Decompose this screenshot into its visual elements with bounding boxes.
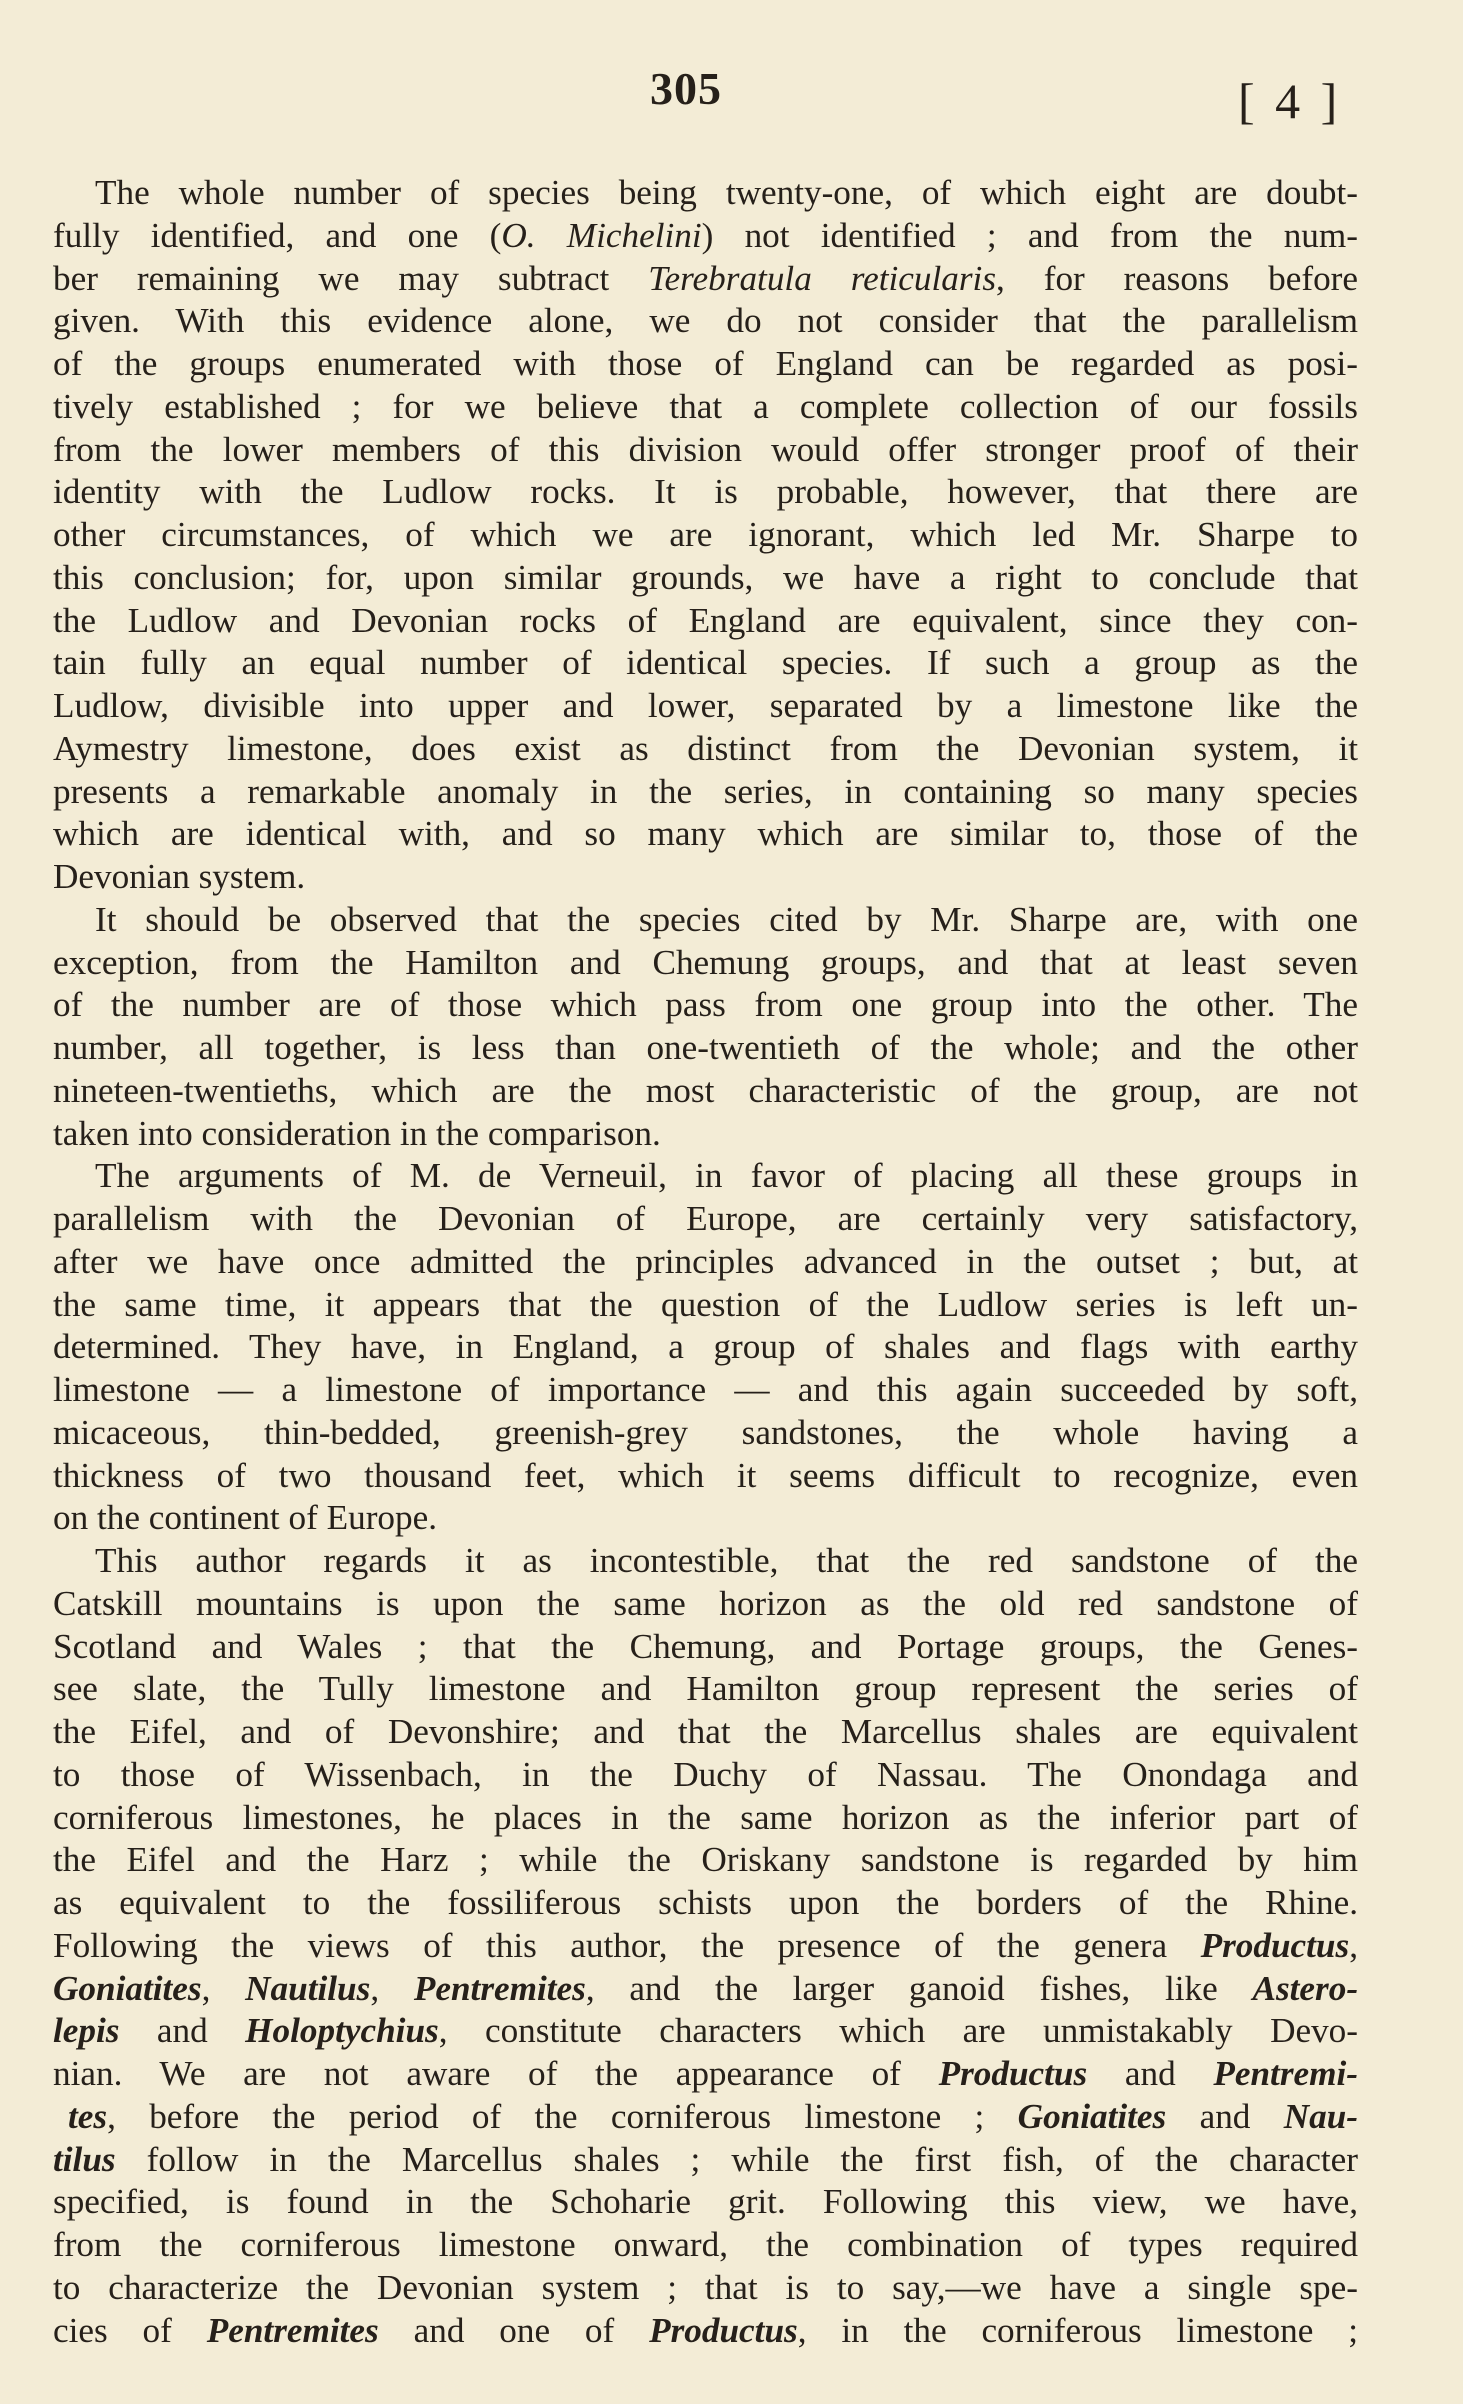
text-line: determined. They have, in England, a group of shales and flags with earthy: [53, 1327, 1358, 1367]
text-line: tain fully an equal number of identical species. If such a group as the: [53, 643, 1358, 683]
page-body: [53, 172, 1358, 2352]
text-line: tilus follow in the Marcellus shales ; while the first fish, of the character: [53, 2139, 1358, 2179]
text-line: Following the views of this author, the presence of the genera Productus,: [53, 1925, 1358, 1965]
paragraph: [53, 172, 1358, 899]
text-line: It should be observed that the species cited by Mr. Sharpe are, with one: [95, 899, 1358, 939]
text-line: thickness of two thousand feet, which it seems difficult to recognize, even: [53, 1455, 1358, 1495]
text-line: see slate, the Tully limestone and Hamilton group represent the series of: [53, 1669, 1358, 1709]
text-line: nian. We are not aware of the appearance of Productus and Pentremi-: [53, 2054, 1358, 2093]
text-line: to those of Wissenbach, in the Duchy of Nassau. The Onondaga and: [53, 1754, 1358, 1794]
paragraph: [53, 899, 1358, 1156]
text-line: taken into consideration in the comparison.: [53, 1113, 661, 1153]
text-line: tively established ; for we believe that a complete collection of our fossils: [53, 386, 1358, 426]
text-line: Goniatites, Nautilus, Pentremites, and the larger ganoid fishes, like Astero-: [53, 1968, 1359, 2008]
text-line: Scotland and Wales ; that the Chemung, and Portage groups, the Genes-: [53, 1626, 1358, 1666]
text-line: after we have once admitted the principles advanced in the outset ; but, at: [53, 1241, 1358, 1281]
text-line: specified, is found in the Schoharie grit. Following this view, we have,: [53, 2182, 1358, 2222]
text-line: micaceous, thin-bedded, greenish-grey sandstones, the whole having a: [53, 1412, 1358, 1452]
text-line: to characterize the Devonian system ; that is to say,—we have a single spe-: [53, 2267, 1358, 2307]
text-line: this conclusion; for, upon similar grounds, we have a right to conclude that: [53, 557, 1358, 597]
text-line: fully identified, and one (O. Michelini) not identified ; and from the num-: [53, 215, 1358, 255]
text-line: Ludlow, divisible into upper and lower, separated by a limestone like the: [53, 686, 1358, 725]
text-line: the same time, it appears that the question of the Ludlow series is left un-: [53, 1284, 1358, 1324]
text-line: identity with the Ludlow rocks. It is probable, however, that there are: [53, 472, 1358, 512]
text-line: cies of Pentremites and one of Productus, in the corniferous limestone ;: [53, 2310, 1358, 2350]
text-line: of the groups enumerated with those of England can be regarded as posi-: [53, 344, 1358, 383]
text-line: This author regards it as incontestible, that the red sandstone of the: [95, 1541, 1358, 1580]
text-line: The whole number of species being twenty-one, of which eight are doubt-: [95, 173, 1358, 212]
text-line: on the continent of Europe.: [53, 1498, 438, 1538]
text-line: Aymestry limestone, does exist as distinct from the Devonian system, it: [53, 728, 1358, 768]
text-line: ber remaining we may subtract Terebratula reticularis, for reasons before: [53, 258, 1358, 298]
text-line: the Eifel and the Harz ; while the Oriskany sandstone is regarded by him: [53, 1840, 1358, 1880]
text-line: The arguments of M. de Verneuil, in favor of placing all these groups in: [95, 1156, 1358, 1196]
text-line: the Eifel, and of Devonshire; and that the Marcellus shales are equivalent: [53, 1712, 1358, 1751]
text-line: limestone — a limestone of importance — and this again succeeded by soft,: [53, 1370, 1358, 1409]
paragraph: [53, 1155, 1358, 1540]
text-line: the Ludlow and Devonian rocks of England are equivalent, since they con-: [53, 600, 1358, 640]
text-line: as equivalent to the fossiliferous schists upon the borders of the Rhine.: [53, 1883, 1358, 1922]
text-line: nineteen-twentieths, which are the most characteristic of the group, are not: [53, 1070, 1358, 1110]
text-line: exception, from the Hamilton and Chemung groups, and that at least seven: [53, 942, 1358, 982]
text-line: given. With this evidence alone, we do not consider that the parallelism: [53, 301, 1358, 341]
text-line: which are identical with, and so many which are similar to, those of the: [53, 814, 1358, 854]
text-line: from the corniferous limestone onward, the combination of types required: [53, 2225, 1358, 2264]
signature-mark: [ 4 ]: [1238, 73, 1342, 129]
text-line: other circumstances, of which we are ignorant, which led Mr. Sharpe to: [53, 515, 1358, 554]
text-line: lepis and Holoptychius, constitute characters which are unmistakably Devo-: [53, 2011, 1358, 2051]
text-line: corniferous limestones, he places in the same horizon as the inferior part of: [53, 1797, 1358, 1837]
text-line: Devonian system.: [53, 857, 306, 896]
page-number: 305: [650, 63, 722, 114]
text-line: of the number are of those which pass from one group into the other. The: [53, 985, 1358, 1025]
text-line: from the lower members of this division would offer stronger proof of their: [53, 429, 1358, 469]
paragraph: [53, 1540, 1358, 2352]
text-line: parallelism with the Devonian of Europe, are certainly very satisfactory,: [53, 1199, 1358, 1238]
text-line: number, all together, is less than one-twentieth of the whole; and the other: [53, 1028, 1358, 1067]
text-line: Catskill mountains is upon the same horizon as the old red sandstone of: [53, 1583, 1358, 1623]
text-line: tes, before the period of the corniferous limestone ; Goniatites and Nau-: [68, 2096, 1358, 2136]
text-line: presents a remarkable anomaly in the series, in containing so many species: [53, 771, 1358, 811]
